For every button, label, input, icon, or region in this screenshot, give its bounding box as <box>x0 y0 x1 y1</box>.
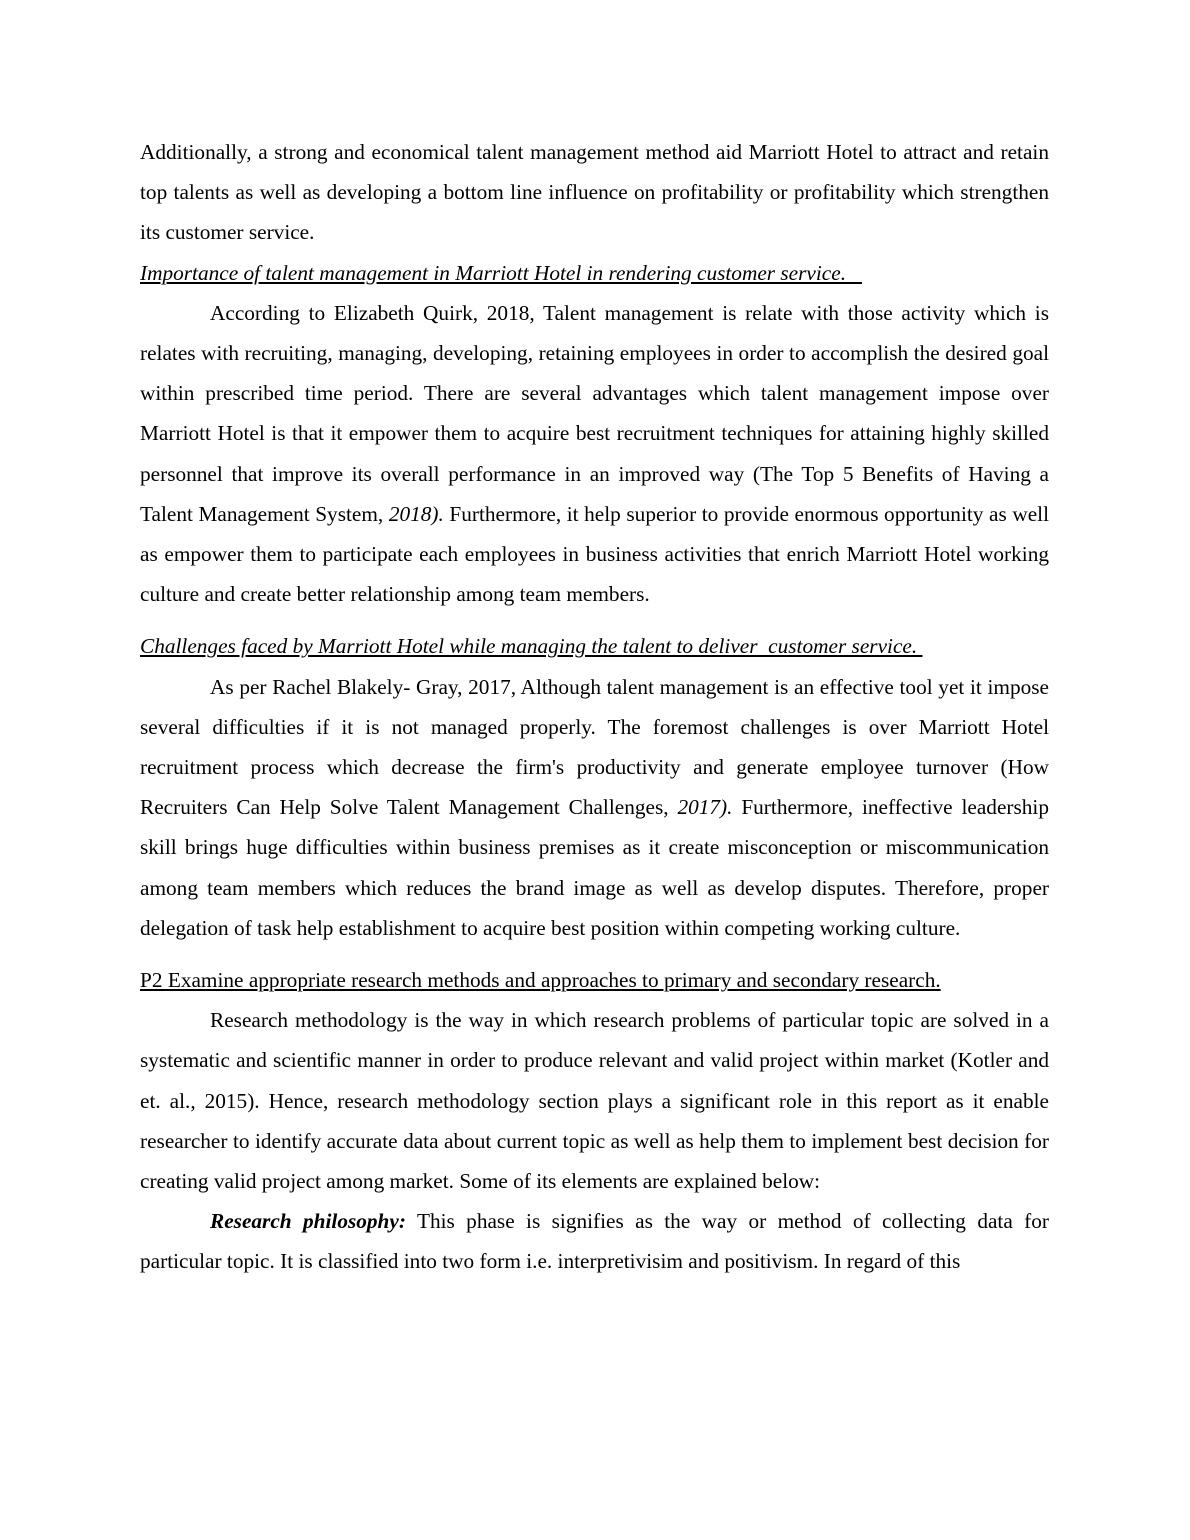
term-label: Research philosophy: <box>210 1209 406 1234</box>
paragraph-research-methodology: Research methodology is the way in which research problems of particular topic are solved in a systematic and scientific manner in order to produce relevant and valid project within market (Kotler and et. al., 2015). Hence, research methodology section plays a significant role in this report as it enable researcher to identify accurate data about current topic as well as help them to implement best decision for creating valid project among market. Some of its elements are explained below: <box>140 1008 1049 1194</box>
heading-challenges: Challenges faced by Marriott Hotel while managing the talent to deliver customer service. <box>140 634 923 659</box>
document-page <box>140 132 1049 1282</box>
paragraph-text: Furthermore, it help superior to provide enormous opportunity as well as empower them to participate each employees in business activities that enrich Marriott Hotel working culture and create better relationship among team members. <box>140 501 1049 607</box>
citation-year: 2017). <box>677 795 733 820</box>
citation-year: 2018). <box>388 501 444 526</box>
paragraph-text: As per Rachel Blakely- Gray, 2017, Although talent management is an effective tool yet it impose several difficulties if it is not managed properly. The foremost challenges is over Marriott Hotel recruitment process which decrease the firm's productivity and generate employee turnover (How Recruiters Can Help Solve Talent Management Challenges, <box>140 674 1049 820</box>
heading-p2-research-methods: P2 Examine appropriate research methods and approaches to primary and secondary research. <box>140 968 941 993</box>
paragraph-text: Furthermore, ineffective leadership skill brings huge difficulties within business premises as it create misconception or miscommunication among team members which reduces the brand image as well as develop disputes. Therefore, proper delegation of task help establishment to acquire best position within competing working culture. <box>140 795 1049 940</box>
paragraph-according-quirk <box>140 293 1049 615</box>
paragraph-text: This phase is signifies as the way or method of collecting data for particular topic. It is classified into two form i.e. interpretivisim and positivism. In regard of this <box>140 1209 1049 1274</box>
paragraph-blakely-gray <box>140 667 1049 948</box>
paragraph-additionally: Additionally, a strong and economical talent management method aid Marriott Hotel to attract and retain top talents as well as developing a bottom line influence on profitability or profitability which strengthen its customer service. <box>140 140 1049 245</box>
paragraph-text: According to Elizabeth Quirk, 2018, Talent management is relate with those activity which is relates with recruiting, managing, developing, retaining employees in order to accomplish the desired goal within prescribed time period. There are several advantages which talent management impose over Marriott Hotel is that it empower them to acquire best recruitment techniques for attaining highly skilled personnel that improve its overall performance in an improved way (The Top 5 Benefits of Having a Talent Management System, <box>140 300 1049 526</box>
heading-importance-talent-management: Importance of talent management in Marriott Hotel in rendering customer service. <box>140 260 862 285</box>
paragraph-research-philosophy <box>140 1201 1049 1281</box>
